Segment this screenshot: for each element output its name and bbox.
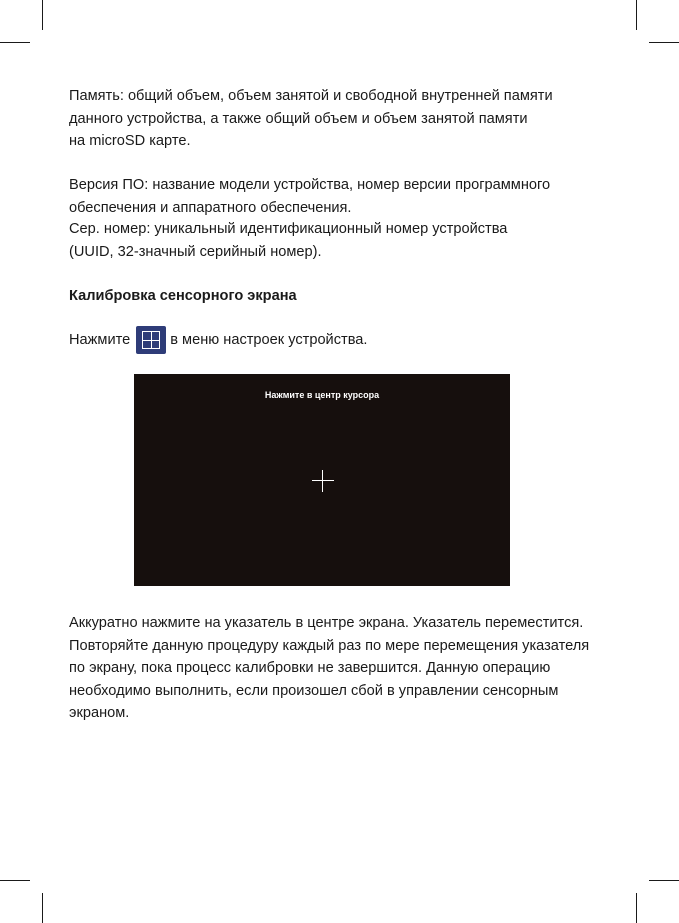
press-before-text: Нажмите [69, 332, 131, 348]
software-line: обеспечения и аппаратного обеспечения. [69, 199, 352, 216]
description-line: Повторяйте данную процедуру каждый раз по мере перемещения указателя [69, 637, 590, 654]
crop-mark [42, 893, 43, 923]
memory-line: данного устройства, а также общий объем и объем занятой памяти [69, 110, 528, 127]
description-line: экраном. [69, 705, 130, 721]
serial-line: Сер. номер: уникальный идентификационный номер устройства [69, 221, 508, 237]
crop-mark [636, 893, 637, 923]
calibration-crosshair-icon [136, 326, 166, 354]
press-instruction [69, 326, 367, 354]
calibration-screen-title: Нажмите в центр курсора [264, 390, 380, 400]
crop-mark [636, 0, 637, 30]
calibration-crosshair-icon-frame [142, 331, 160, 349]
software-line: Версия ПО: название модели устройства, номер версии программного [69, 177, 551, 193]
calibration-cursor-icon [312, 470, 334, 492]
crop-mark [0, 42, 30, 43]
memory-paragraph [69, 85, 629, 153]
software-version-paragraph [69, 174, 629, 219]
crop-mark [649, 42, 679, 43]
calibration-description [69, 612, 669, 725]
description-line: Аккуратно нажмите на указатель в центре экрана. Указатель переместится. [69, 615, 584, 631]
crop-mark [0, 880, 30, 881]
description-line: необходимо выполнить, если произошел сбой в управлении сенсорным [69, 682, 559, 699]
description-line: по экрану, пока процесс калибровки не завершится. Данную операцию [69, 660, 551, 676]
serial-line: (UUID, 32-значный серийный номер). [69, 243, 322, 260]
memory-line: на microSD карте. [69, 133, 191, 149]
serial-number-paragraph [69, 218, 629, 263]
press-after-text: в меню настроек устройства. [170, 332, 368, 348]
crop-mark [42, 0, 43, 30]
calibration-heading: Калибровка сенсорного экрана [69, 288, 297, 304]
calibration-screen-illustration [134, 374, 510, 586]
memory-line: Память: общий объем, объем занятой и свободной внутренней памяти [69, 88, 553, 104]
crop-mark [649, 880, 679, 881]
